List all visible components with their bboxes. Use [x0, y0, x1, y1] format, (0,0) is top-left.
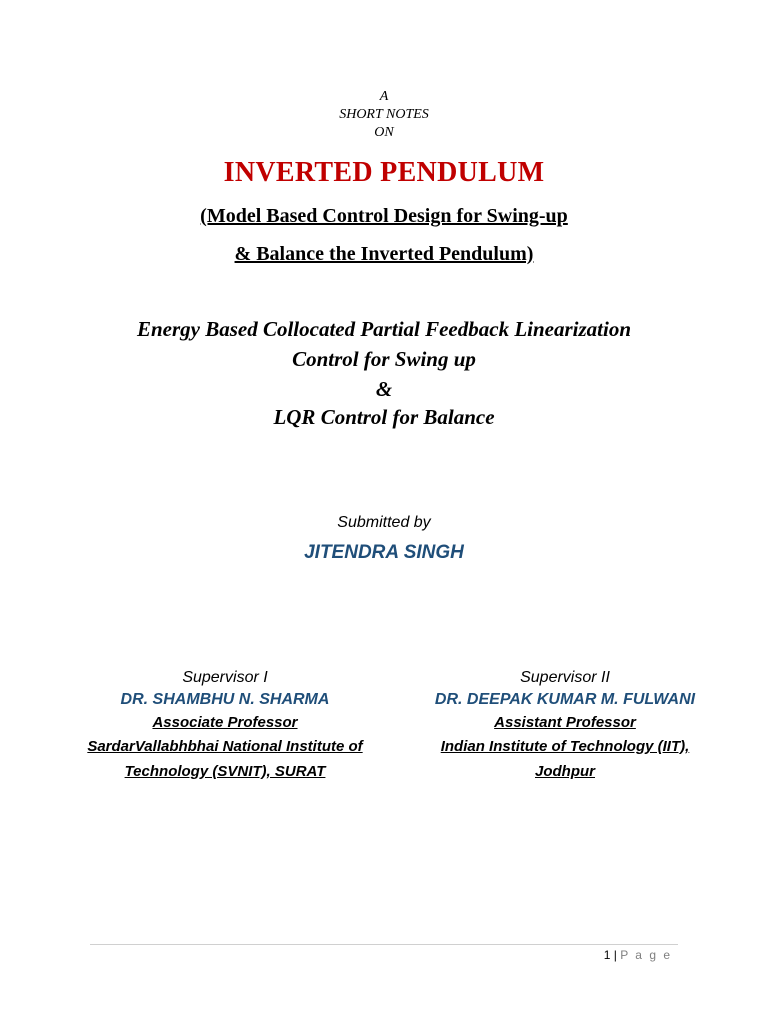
document-title: INVERTED PENDULUM: [223, 157, 545, 188]
submitted-by-label: Submitted by: [337, 514, 431, 531]
page-separator: |: [613, 948, 617, 962]
subtitle-line-2: & Balance the Inverted Pendulum): [234, 243, 534, 265]
supervisor-2-institute-line-1: Indian Institute of Technology (IIT),: [440, 738, 690, 755]
page-word: P a g e: [620, 948, 672, 962]
supervisor-2-title: Assistant Professor: [494, 714, 636, 731]
page-number: 1: [603, 948, 611, 962]
preamble-short-notes: SHORT NOTES: [339, 107, 429, 122]
preamble-on: ON: [374, 125, 394, 140]
supervisor-1-institute-line-2: Technology (SVNIT), SURAT: [124, 763, 326, 780]
author-name: JITENDRA SINGH: [304, 542, 464, 563]
supervisor-1-role: Supervisor I: [182, 669, 268, 686]
subtitle-line-1: (Model Based Control Design for Swing-up: [200, 205, 568, 227]
supervisor-2-name: DR. DEEPAK KUMAR M. FULWANI: [434, 691, 696, 708]
preamble-a: A: [379, 89, 389, 104]
supervisor-1-block: [60, 668, 390, 784]
footer-divider: [90, 944, 678, 945]
page-footer: [604, 948, 672, 962]
method-line-2: Control for Swing up: [292, 347, 476, 371]
supervisor-2-block: [400, 668, 730, 784]
method-line-4: LQR Control for Balance: [273, 405, 495, 429]
method-line-3: &: [375, 377, 393, 401]
supervisor-2-role: Supervisor II: [520, 669, 610, 686]
supervisor-1-title: Associate Professor: [152, 714, 298, 731]
supervisor-1-name: DR. SHAMBHU N. SHARMA: [120, 691, 330, 708]
method-line-1: Energy Based Collocated Partial Feedback Linearization: [136, 317, 632, 341]
supervisor-1-institute-line-1: SardarVallabhbhai National Institute of: [87, 738, 363, 755]
supervisor-2-institute-line-2: Jodhpur: [535, 763, 595, 780]
